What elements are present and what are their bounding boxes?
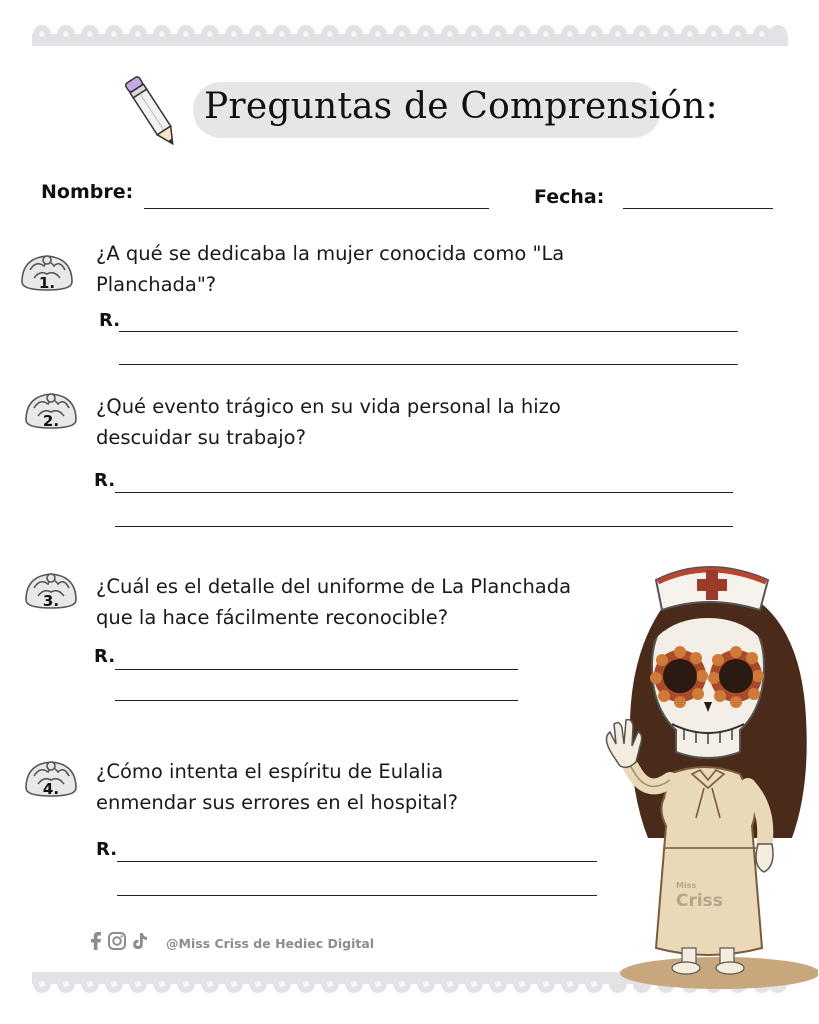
answer-label: R. — [94, 646, 116, 667]
question-number-badge — [22, 386, 80, 432]
question-3-text — [96, 571, 571, 633]
facebook-icon — [90, 932, 102, 950]
name-line[interactable] — [144, 208, 489, 209]
instagram-icon — [108, 932, 126, 950]
answer-line[interactable] — [115, 492, 733, 493]
footer-handle: @Miss Criss de Hediec Digital — [166, 936, 375, 951]
question-number-badge — [18, 248, 76, 294]
page-title: Preguntas de Comprensión: — [204, 86, 718, 127]
question-line: enmendar sus errores en el hospital? — [96, 791, 459, 814]
question-number: 2. — [42, 412, 60, 430]
date-line[interactable] — [623, 208, 773, 209]
answer-line[interactable] — [115, 526, 733, 527]
question-line: que la hace fácilmente reconocible? — [96, 606, 449, 629]
answer-line[interactable] — [117, 861, 597, 862]
decorative-border-top — [32, 24, 788, 46]
pencil-icon — [124, 70, 180, 154]
answer-line[interactable] — [117, 895, 597, 896]
nurse-catrina-illustration — [592, 548, 818, 996]
answer-line[interactable] — [119, 364, 738, 365]
question-line: Planchada"? — [96, 273, 217, 296]
question-line: descuidar su trabajo? — [96, 426, 306, 449]
question-number: 4. — [42, 780, 60, 798]
tiktok-icon — [132, 932, 148, 950]
answer-label: R. — [96, 839, 118, 860]
date-label: Fecha: — [534, 186, 605, 208]
answer-label: R. — [99, 310, 121, 331]
question-line: ¿A qué se dedicaba la mujer conocida como "La — [96, 242, 565, 265]
question-number: 3. — [42, 592, 60, 610]
answer-line[interactable] — [115, 700, 518, 701]
answer-line[interactable] — [115, 669, 518, 670]
watermark-main: Criss — [676, 891, 723, 911]
question-number-badge — [22, 754, 80, 800]
question-2-text — [96, 391, 561, 453]
question-line: ¿Cuál es el detalle del uniforme de La Planchada — [96, 575, 572, 598]
question-number-badge — [22, 566, 80, 612]
social-icons — [90, 932, 148, 950]
question-line: ¿Cómo intenta el espíritu de Eulalia — [96, 760, 444, 783]
answer-line[interactable] — [119, 331, 738, 332]
watermark-small: Miss — [676, 881, 697, 890]
question-line: ¿Qué evento trágico en su vida personal la hizo — [96, 395, 561, 418]
question-number: 1. — [38, 274, 56, 292]
name-label: Nombre: — [41, 181, 134, 203]
question-4-text — [96, 756, 458, 818]
answer-label: R. — [94, 470, 116, 491]
question-1-text — [96, 238, 564, 300]
